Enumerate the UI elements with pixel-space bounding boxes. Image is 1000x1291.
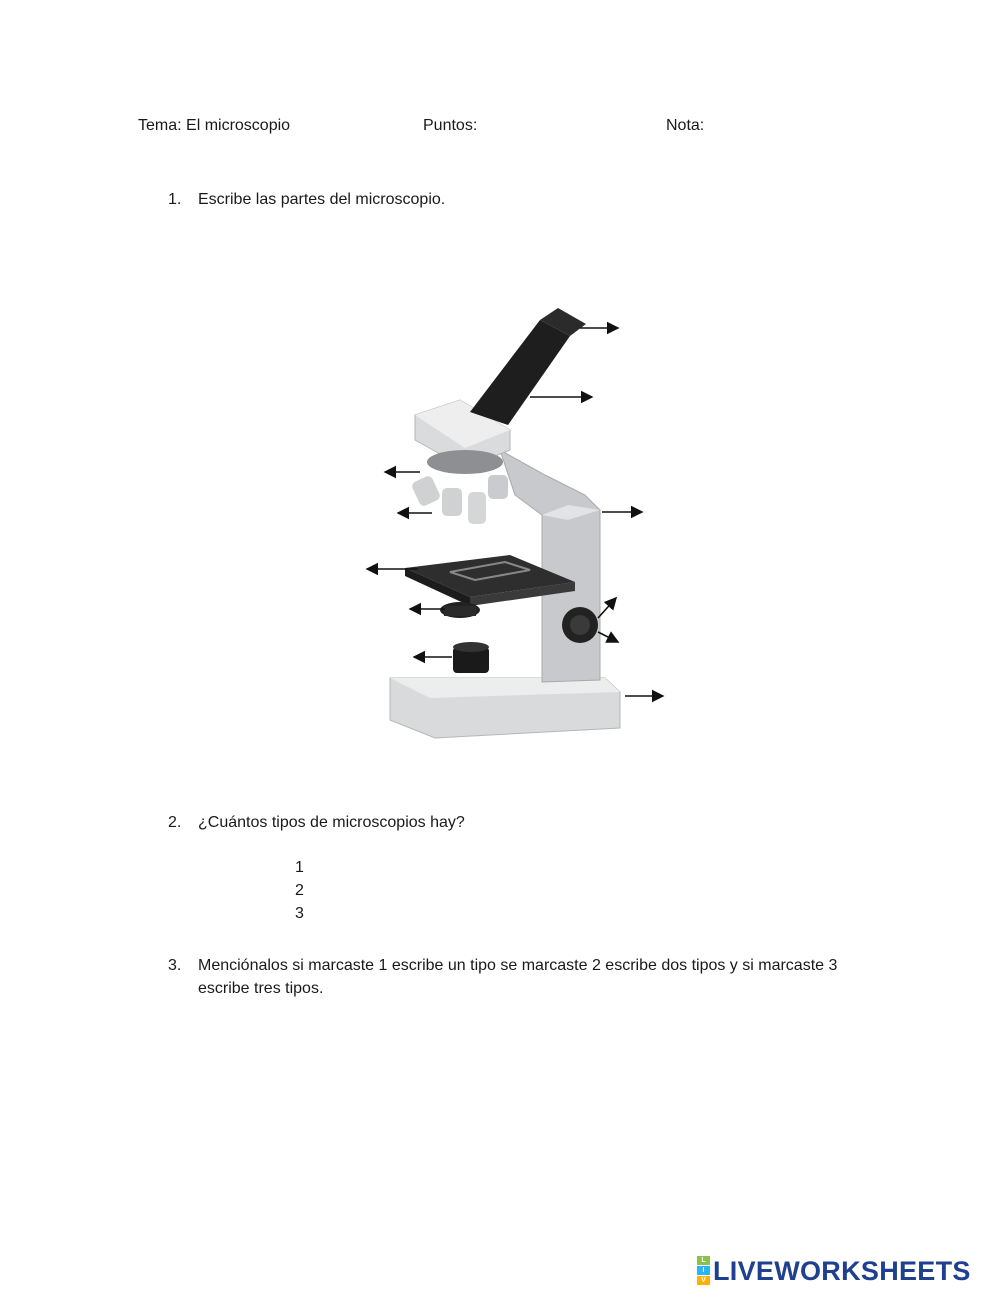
microscope-figure	[330, 300, 690, 760]
option-3[interactable]: 3	[295, 905, 304, 922]
question-number: 3.	[168, 957, 182, 974]
liveworksheets-logo	[697, 1255, 971, 1287]
microscope-icon	[390, 308, 620, 738]
question-text: ¿Cuántos tipos de microscopios hay?	[198, 814, 465, 831]
header-nota: Nota:	[666, 117, 705, 134]
option-1[interactable]: 1	[295, 859, 304, 876]
option-2[interactable]: 2	[295, 882, 304, 899]
header-tema: Tema: El microscopio	[138, 117, 291, 134]
header-puntos: Puntos:	[423, 117, 478, 134]
question-text: Escribe las partes del microscopio.	[198, 191, 446, 208]
question-text: Menciónalos si marcaste 1 escribe un tipo se marcaste 2 escribe dos tipos y si marcaste 3 escribe tres tipos.	[198, 957, 838, 997]
logo-wordmark: LIVEWORKSHEETS	[713, 1255, 971, 1286]
logo-cubes-icon: L I V	[697, 1256, 710, 1286]
question-number: 1.	[168, 191, 182, 208]
question-number: 2.	[168, 814, 182, 831]
